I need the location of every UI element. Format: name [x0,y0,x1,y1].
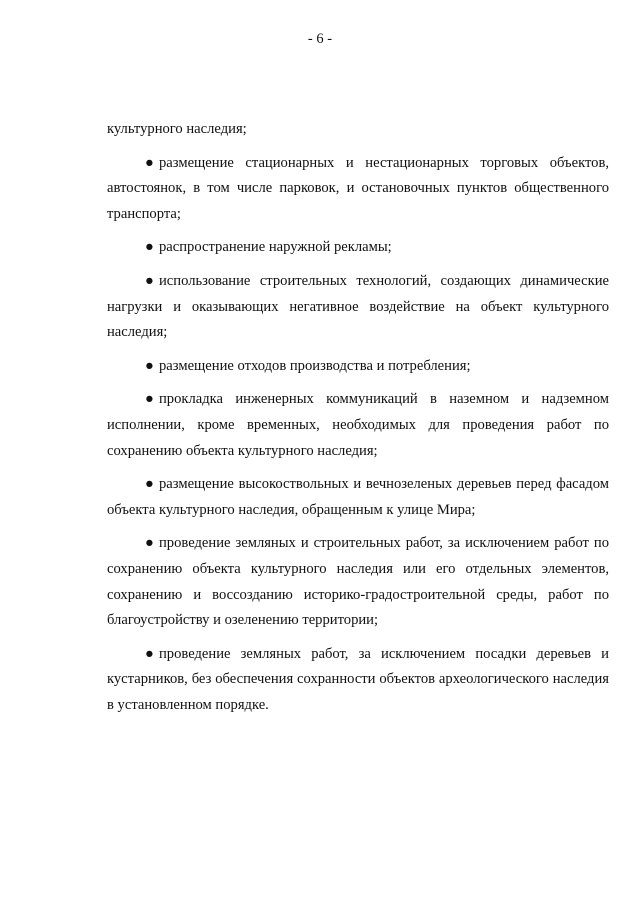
list-item-text: использование строительных технологий, создающих динамические нагрузки и оказывающих негативное воздействие на объект культурного наследия; [107,272,609,341]
list-item [107,387,609,464]
list-item [107,642,609,719]
list-item-text: размещение стационарных и нестационарных торговых объектов, автостоянок, в том числе парковок, и остановочных пунктов общественного транспорта; [107,154,609,222]
bullet-icon: ● [145,645,154,662]
list-item [107,531,609,633]
list-item-text: проведение земляных и строительных работ, за исключением работ по сохранению объекта культурного наследия или его отдельных элементов, сохранению и воссозданию историко-градостроительной среды, работ по благоустройству и озеленению территории; [107,535,609,629]
list-item [107,269,609,346]
page-number: - 6 - [307,31,333,47]
bullet-icon: ● [145,476,154,493]
list-item [107,235,609,261]
list-item-text: размещение отходов производства и потребления; [159,357,471,374]
bullet-icon: ● [145,154,154,171]
list-item [107,472,609,523]
continuation-paragraph: культурного наследия; [107,121,247,137]
bullet-icon: ● [145,391,154,408]
bullet-icon: ● [145,239,154,256]
list-item [107,354,609,380]
list-item [107,151,609,228]
bullet-icon: ● [145,357,154,374]
list-item-text: проведение земляных работ, за исключением посадки деревьев и кустарников, без обеспечения сохранности объектов археологического наследия в установленном порядке. [107,645,609,713]
bullet-icon: ● [145,272,154,289]
document-body [107,117,609,726]
list-item-text: прокладка инженерных коммуникаций в наземном и надземном исполнении, кроме временных, необходимых для проведения работ по сохранению объекта культурного наследия; [107,391,609,459]
list-item-text: распространение наружной рекламы; [159,239,392,256]
list-item-text: размещение высокоствольных и вечнозеленых деревьев перед фасадом объекта культурного наследия, обращенным к улице Мира; [107,476,609,518]
bullet-icon: ● [145,535,154,552]
